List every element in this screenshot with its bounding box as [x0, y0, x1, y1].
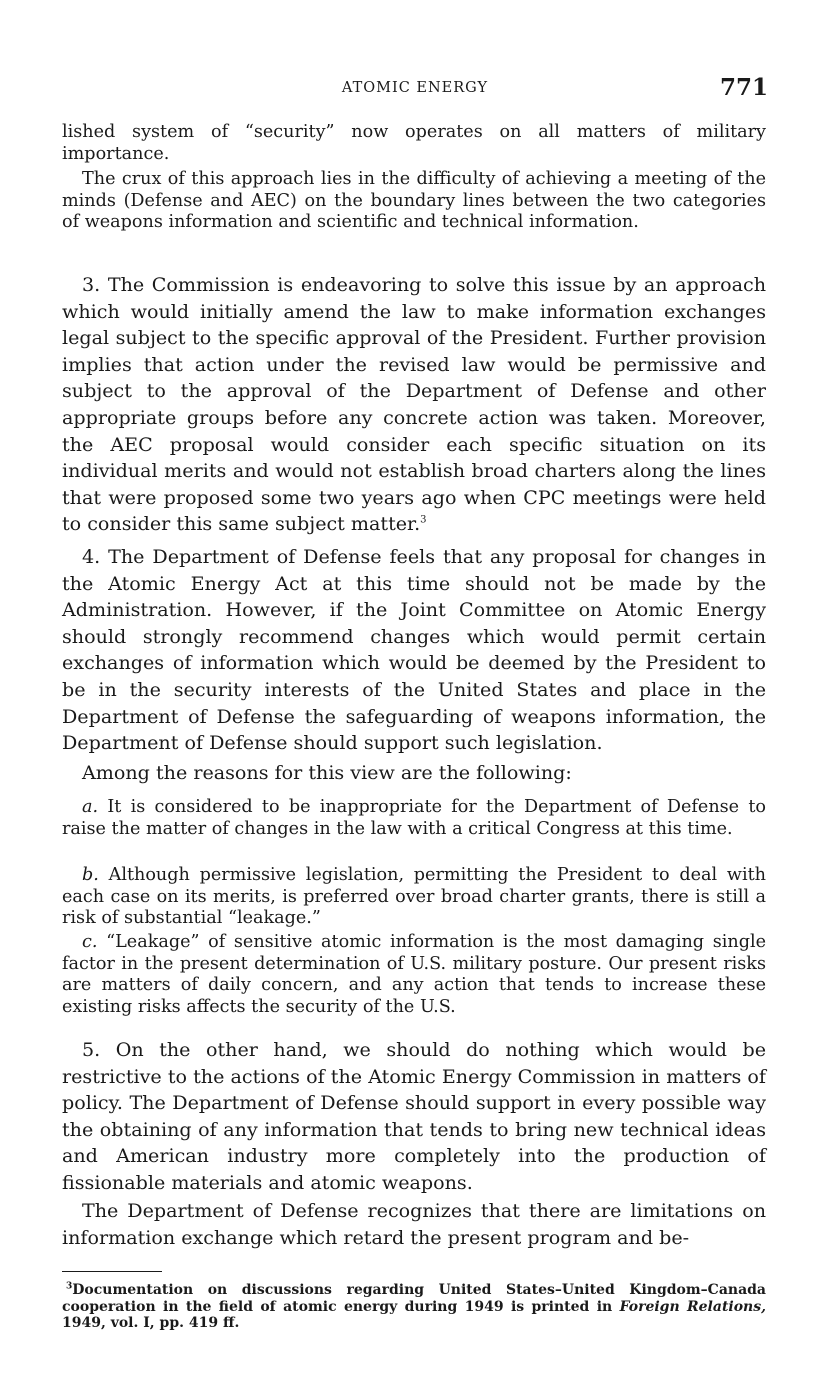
footnote-reference: 3	[420, 514, 427, 526]
paragraph-4: 4. The Department of Defense feels that any proposal for changes in the Atomic Energy Act at this time should not be made by the Administration. However, if the Joint Committee on Atomic Energy should strongly recommend changes which would permit certain exchanges of information which would be deemed by the President to be in the security interests of the United States and place in the Department of Defense the safeguarding of weapons information, the Department of Defense should support such legislation.	[62, 545, 766, 755]
footnote-text: Documentation on discussions regarding United States–United Kingdom–Canada cooperation in the field of atomic energy during 1949 is printed in	[62, 1282, 766, 1315]
paragraph-continued: lished system of “security” now operates on all matters of military importance.	[62, 122, 766, 164]
footnote-divider	[62, 1271, 162, 1272]
paragraph-3	[62, 272, 766, 538]
list-item-b-text: Although permissive legislation, permitting the President to deal with each case on its merits, is preferred over broad charter grants, there is still a risk of substantial “leakage.”	[62, 865, 766, 929]
list-item-b-letter: b.	[82, 865, 99, 885]
paragraph-3-text: 3. The Commission is endeavoring to solve this issue by an approach which would initially amend the law to make information exchanges legal subject to the specific approval of the President. Further provision implies that action under the revised law would be permissive and subject to the approval of the Department of Defense and other appropriate groups before any concrete action was taken. Moreover, the AEC proposal would consider each specific situation on its individual merits and would not establish broad charters along the lines that were proposed some two years ago when CPC meetings were held to consider this same subject matter.	[62, 273, 766, 536]
running-head-title: ATOMIC ENERGY	[341, 80, 489, 96]
paragraph-last: The Department of Defense recognizes that there are limitations on information exchange which retard the present program and be-	[62, 1199, 766, 1249]
footnote-citation: 1949, vol. I, pp. 419 ff.	[62, 1315, 240, 1331]
list-item-c-text: “Leakage” of sensitive atomic information is the most damaging single factor in the present determination of U.S. military posture. Our present risks are matters of daily concern, and any action that tends to increase these existing risks affects the security of the U.S.	[62, 932, 767, 1017]
footnote	[62, 1282, 766, 1332]
list-item-b	[62, 865, 766, 930]
page-number: 771	[719, 74, 768, 101]
list-item-a	[62, 797, 766, 840]
list-item-c-letter: c.	[82, 932, 98, 952]
paragraph-among: Among the reasons for this view are the following:	[82, 761, 572, 784]
footnote-mark: 3	[66, 1281, 73, 1292]
list-item-a-letter: a.	[82, 797, 99, 817]
footnote-source-title: Foreign Relations,	[619, 1298, 766, 1315]
running-head	[62, 74, 768, 106]
list-item-c	[62, 932, 766, 1018]
paragraph-crux: The crux of this approach lies in the difficulty of achieving a meeting of the minds (Defense and AEC) on the boundary lines between the two categories of weapons information and scientific and technical information.	[62, 169, 766, 233]
paragraph-5: 5. On the other hand, we should do nothing which would be restrictive to the actions of the Atomic Energy Commission in matters of policy. The Department of Defense should support in every possible way the obtaining of any information that tends to bring new technical ideas and American industry more completely into the production of fissionable materials and atomic weapons.	[62, 1038, 766, 1194]
list-item-a-text: It is considered to be inappropriate for the Department of Defense to raise the matter of changes in the law with a critical Congress at this time.	[62, 797, 766, 839]
